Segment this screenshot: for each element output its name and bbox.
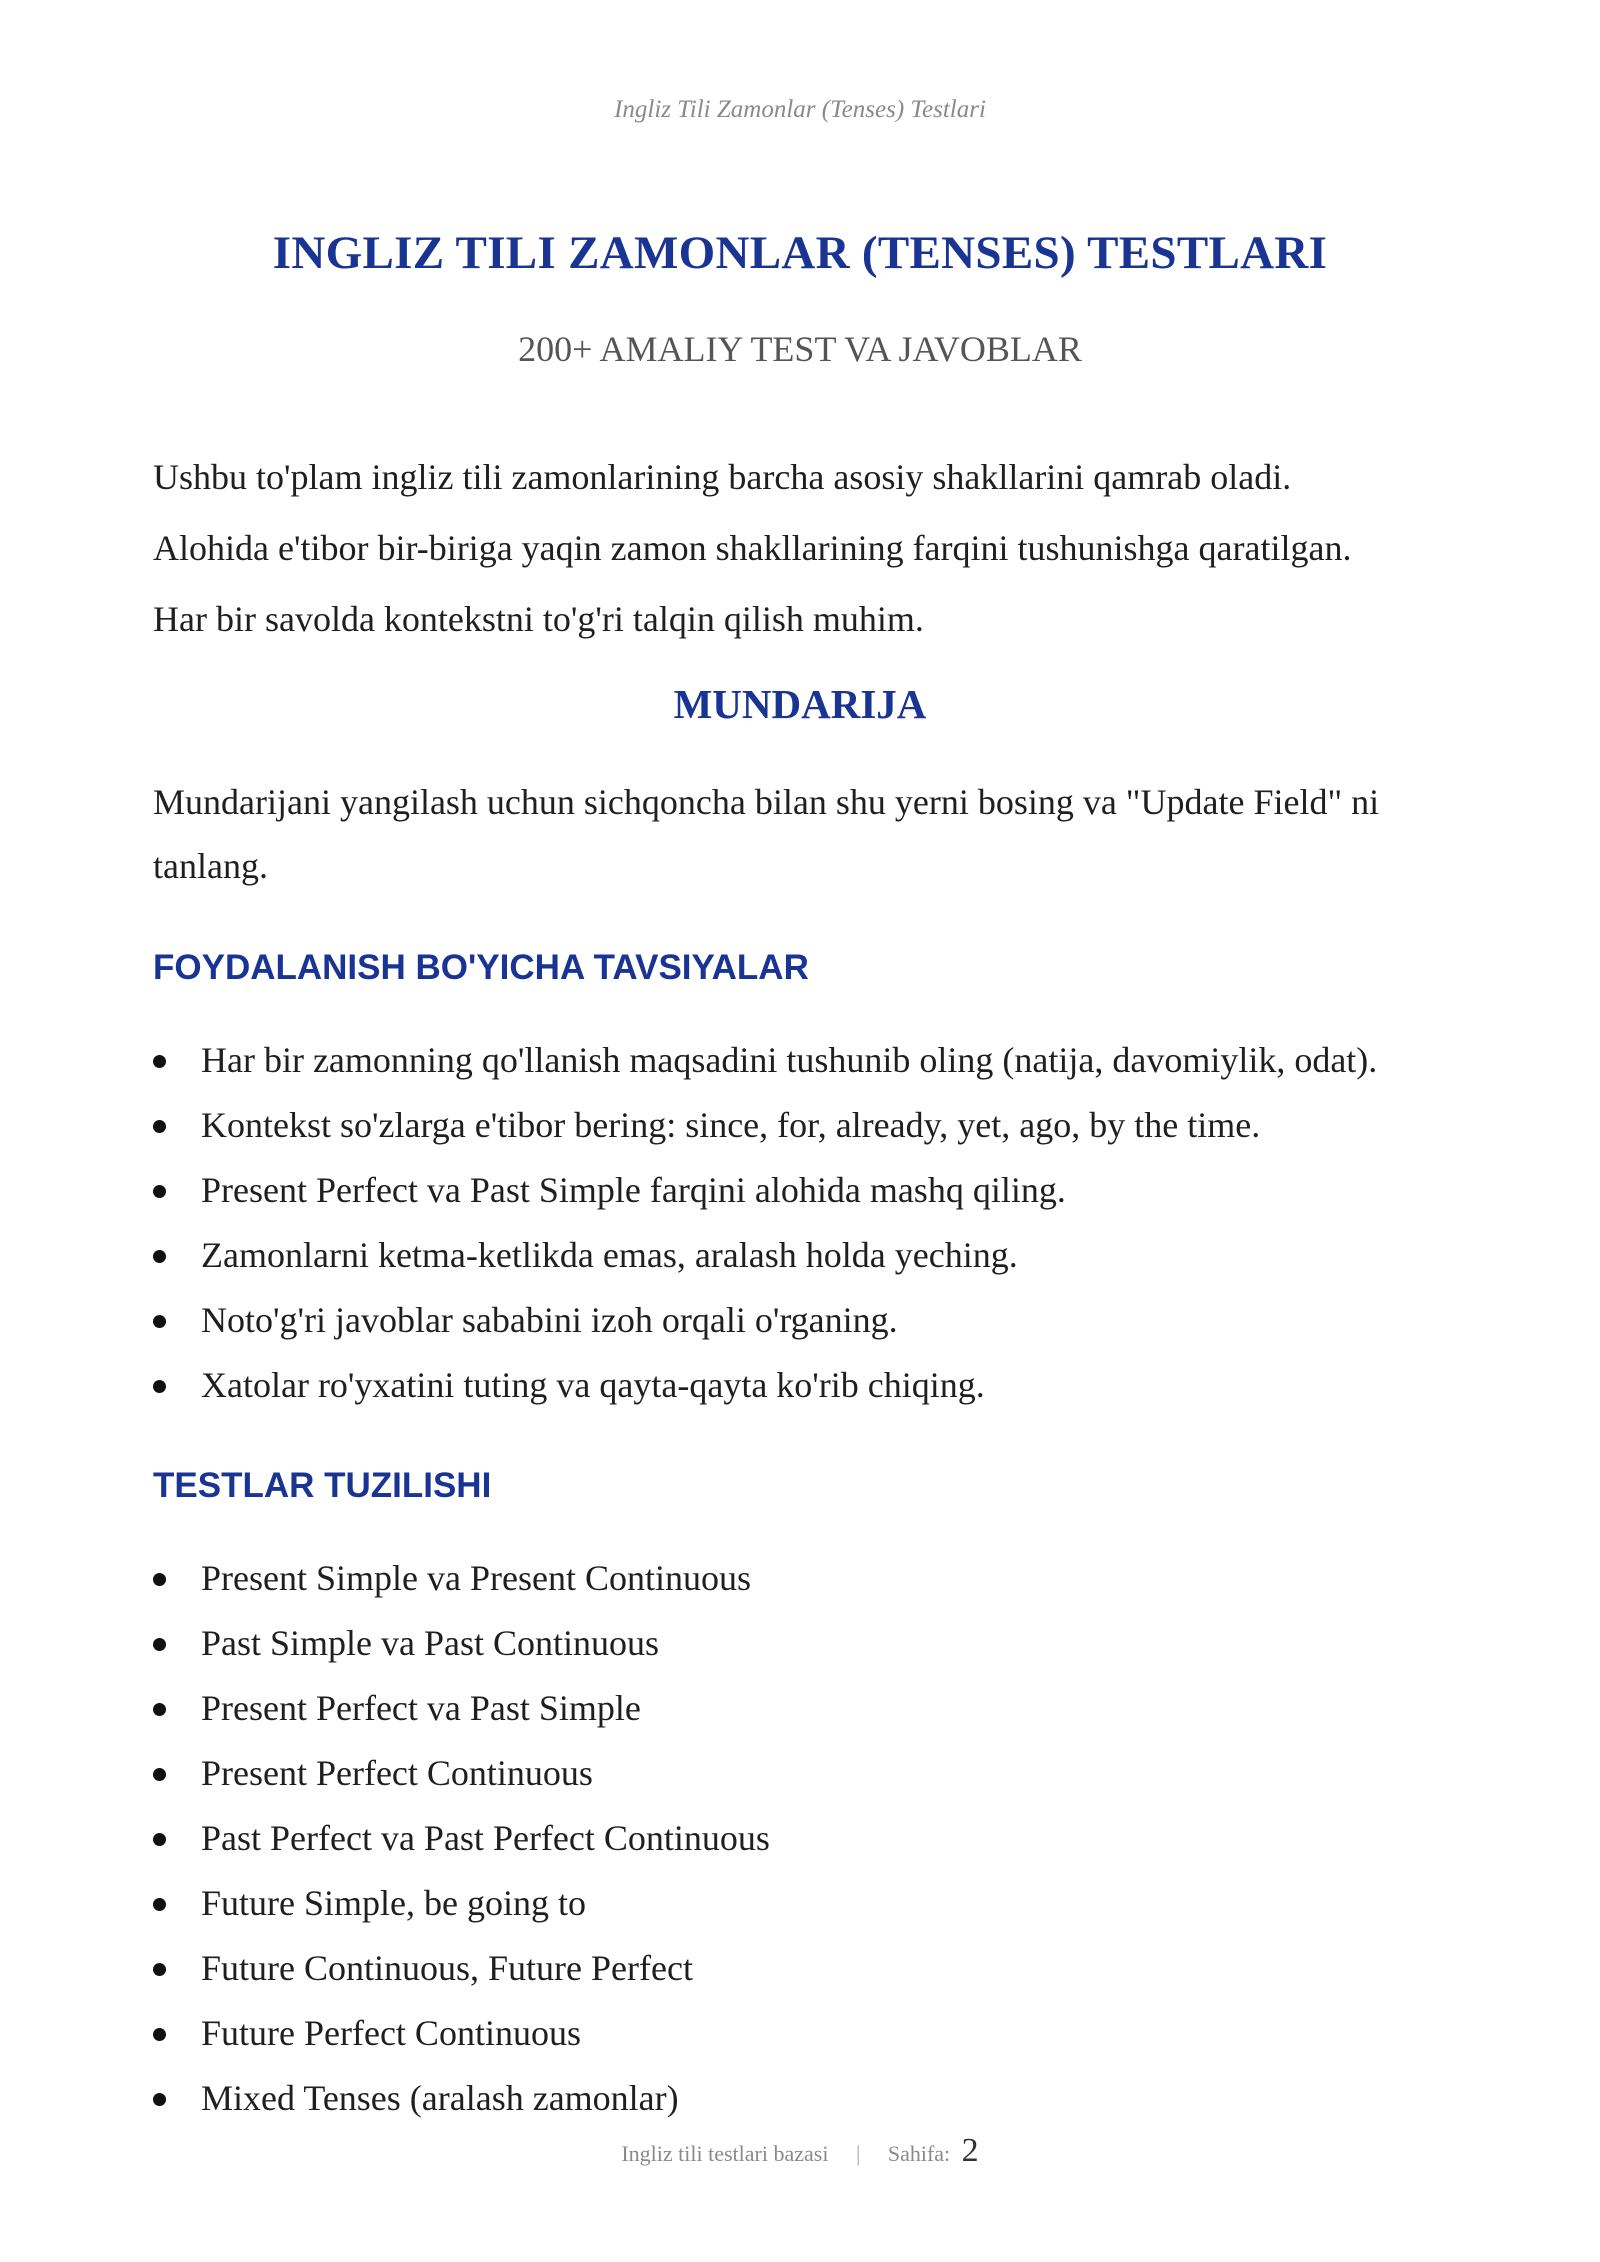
intro-line: Har bir savolda kontekstni to'g'ri talqin qilish muhim. [153,599,924,639]
list-item [153,1093,1473,1158]
footer-separator: | [855,2141,861,2166]
list-item-text: Zamonlarni ketma-ketlikda emas, aralash holda yeching. [201,1235,1018,1275]
bullet-icon [153,1120,166,1133]
toc-title: MUNDARIJA [673,681,927,727]
structure-list [153,1546,1473,2131]
list-item-text: Mixed Tenses (aralash zamonlar) [201,2078,679,2118]
list-item-text: Present Perfect va Past Simple [201,1688,641,1728]
toc-field[interactable]: Mundarijani yangilash uchun sichqoncha bilan shu yerni bosing va "Update Field" ni tanlang. [153,782,1380,886]
bullet-icon [153,1250,166,1263]
bullet-icon [153,1833,166,1846]
list-item [153,1871,1473,1936]
list-item [153,1806,1473,1871]
list-item [153,1741,1473,1806]
list-item [153,1288,1473,1353]
list-item [153,2001,1473,2066]
bullet-icon [153,1055,166,1068]
list-item-text: Present Perfect va Past Simple farqini alohida mashq qiling. [201,1170,1066,1210]
bullet-icon [153,1380,166,1393]
document-subtitle: 200+ AMALIY TEST VA JAVOBLAR [518,329,1082,369]
list-item-text: Future Continuous, Future Perfect [201,1948,693,1988]
bullet-icon [153,1638,166,1651]
bullet-icon [153,2028,166,2041]
bullet-icon [153,1315,166,1328]
document-title: INGLIZ TILI ZAMONLAR (TENSES) TESTLARI [272,227,1328,279]
bullet-icon [153,1573,166,1586]
tips-list [153,1028,1473,1418]
list-item-text: Present Simple va Present Continuous [201,1558,751,1598]
list-item [153,1158,1473,1223]
list-item-text: Har bir zamonning qo'llanish maqsadini tushunib oling (natija, davomiylik, odat). [201,1040,1378,1080]
structure-heading: TESTLAR TUZILISHI [153,1466,492,1505]
running-header: Ingliz Tili Zamonlar (Tenses) Testlari [614,96,986,123]
list-item [153,1223,1473,1288]
bullet-icon [153,1703,166,1716]
page-footer [0,2132,1600,2170]
list-item [153,1611,1473,1676]
intro-line: Ushbu to'plam ingliz tili zamonlarining barcha asosiy shakllarini qamrab oladi. [153,457,1292,497]
list-item-text: Past Perfect va Past Perfect Continuous [201,1818,770,1858]
list-item [153,1353,1473,1418]
list-item-text: Future Simple, be going to [201,1883,586,1923]
bullet-icon [153,1963,166,1976]
list-item-text: Kontekst so'zlarga e'tibor bering: since, for, already, yet, ago, by the time. [201,1105,1261,1145]
list-item [153,1028,1473,1093]
bullet-icon [153,1898,166,1911]
bullet-icon [153,1185,166,1198]
footer-page-label: Sahifa: [887,2141,951,2166]
list-item [153,2066,1473,2131]
list-item-text: Xatolar ro'yxatini tuting va qayta-qayta ko'rib chiqing. [201,1365,985,1405]
page-number: 2 [961,2132,979,2169]
bullet-icon [153,2093,166,2106]
footer-source: Ingliz tili testlari bazasi [621,2141,829,2166]
intro-line: Alohida e'tibor bir-biriga yaqin zamon shakllarining farqini tushunishga qaratilgan. [153,528,1352,568]
tips-heading: FOYDALANISH BO'YICHA TAVSIYALAR [153,948,809,987]
list-item [153,1546,1473,1611]
list-item [153,1936,1473,2001]
intro-paragraph [153,442,1453,655]
list-item [153,1676,1473,1741]
list-item-text: Past Simple va Past Continuous [201,1623,660,1663]
list-item-text: Noto'g'ri javoblar sababini izoh orqali o'rganing. [201,1300,898,1340]
list-item-text: Future Perfect Continuous [201,2013,581,2053]
bullet-icon [153,1768,166,1781]
list-item-text: Present Perfect Continuous [201,1753,593,1793]
